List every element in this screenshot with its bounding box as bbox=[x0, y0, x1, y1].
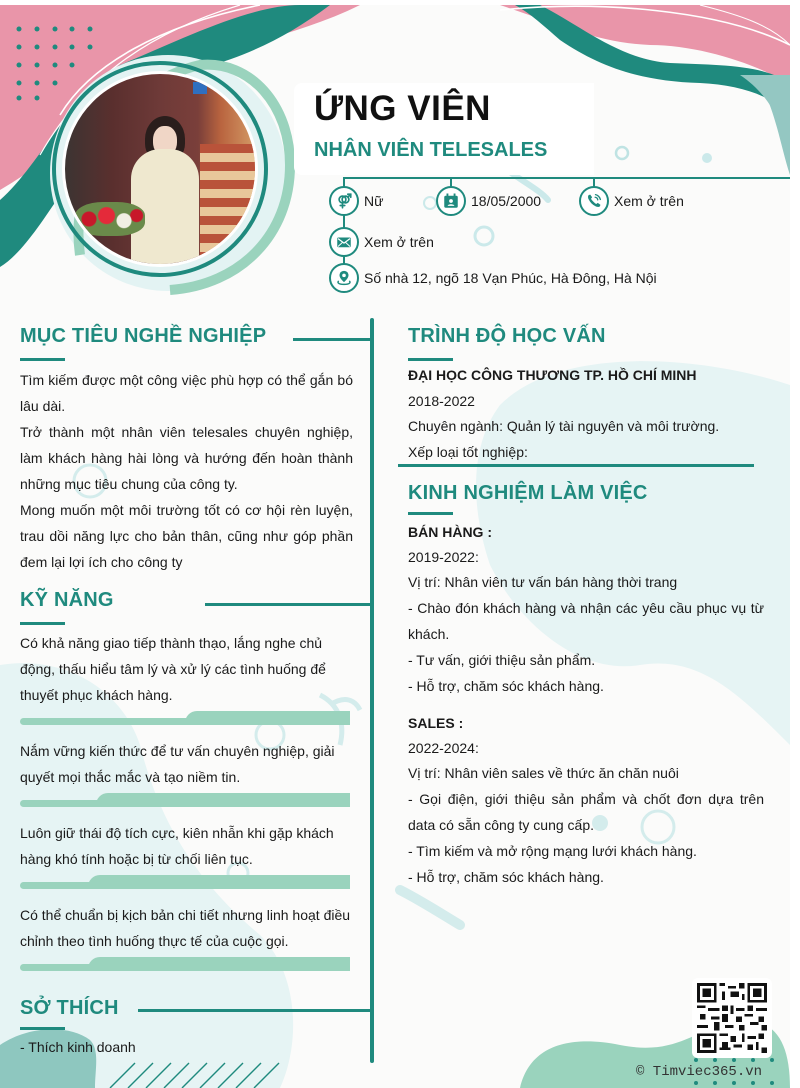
location-icon bbox=[329, 263, 359, 293]
job-title: NHÂN VIÊN TELESALES bbox=[314, 139, 548, 161]
education-underline bbox=[408, 358, 453, 361]
job-position: Vị trí: Nhân viên sales về thức ăn chăn nuôi bbox=[408, 765, 679, 781]
phone-value: Xem ở trên bbox=[614, 193, 684, 209]
avatar bbox=[52, 61, 268, 277]
objective-text bbox=[20, 367, 353, 575]
job-duty: - Hỗ trợ, chăm sóc khách hàng. bbox=[408, 869, 604, 885]
skill-level-bar bbox=[20, 957, 350, 971]
cv-page bbox=[0, 5, 790, 1088]
objective-rule bbox=[293, 338, 372, 341]
education-grade: Xếp loại tốt nghiệp: bbox=[408, 444, 528, 460]
objective-paragraph: Mong muốn một môi trường tốt có cơ hội rèn luyện, trau dồi năng lực cho bản thân, cũng như góp phần đem lại lợi ích cho công ty bbox=[20, 502, 353, 570]
education-title: TRÌNH ĐỘ HỌC VẤN bbox=[408, 325, 606, 347]
objective-paragraph: Trở thành một nhân viên telesales chuyên nghiệp, làm khách hàng hài lòng và hướng đến hoàn thành những mục tiêu chung của công ty. bbox=[20, 424, 353, 492]
qr-code-icon bbox=[697, 983, 767, 1053]
education-rule bbox=[398, 464, 754, 467]
skill-item: Có khả năng giao tiếp thành thạo, lắng nghe chủ động, thấu hiểu tâm lý và xử lý các tình huống để thuyết phục khách hàng. bbox=[20, 635, 326, 703]
skill-item: Luôn giữ thái độ tích cực, kiên nhẫn khi gặp khách hàng khó tính hoặc bị từ chối liên tục. bbox=[20, 825, 334, 867]
objective-title: MỤC TIÊU NGHỀ NGHIỆP bbox=[20, 325, 267, 347]
experience-title: KINH NGHIỆM LÀM VIỆC bbox=[408, 482, 648, 504]
hobby-item: - Thích kinh doanh bbox=[20, 1039, 136, 1055]
job-duty: - Tìm kiếm và mở rộng mạng lưới khách hàng. bbox=[408, 843, 697, 859]
email-icon bbox=[329, 227, 359, 257]
job-duty: - Gọi điện, giới thiệu sản phẩm và chốt đơn dựa trên data có sẵn công ty cung cấp. bbox=[408, 791, 764, 833]
qr-code[interactable] bbox=[692, 978, 772, 1058]
profile-photo bbox=[62, 71, 258, 267]
email-value: Xem ở trên bbox=[364, 234, 434, 250]
skill-level-bar bbox=[20, 875, 350, 889]
contact-gender bbox=[329, 186, 383, 216]
job-company: BÁN HÀNG : bbox=[408, 524, 492, 540]
education-school: ĐẠI HỌC CÔNG THƯƠNG TP. HỒ CHÍ MINH bbox=[408, 367, 697, 383]
skills-underline bbox=[20, 622, 65, 625]
skill-item: Có thể chuẩn bị kịch bản chi tiết nhưng linh hoạt điều chỉnh theo tình huống thực tế của cuộc gọi. bbox=[20, 907, 351, 949]
skills-title: KỸ NĂNG bbox=[20, 589, 114, 611]
contact-email bbox=[329, 227, 434, 257]
skill-level-bar bbox=[20, 711, 350, 725]
copyright-text: © Timviec365.vn bbox=[636, 1064, 763, 1080]
contact-address bbox=[329, 263, 657, 293]
skills-rule bbox=[205, 603, 372, 606]
gender-value: Nữ bbox=[364, 193, 384, 209]
job-period: 2022-2024: bbox=[408, 740, 479, 756]
education-major: Chuyên ngành: Quản lý tài nguyên và môi trường. bbox=[408, 418, 720, 434]
calendar-icon bbox=[436, 186, 466, 216]
skill-level-bar bbox=[20, 793, 350, 807]
job-duty: - Chào đón khách hàng và nhận các yêu cầu phục vụ từ khách. bbox=[408, 600, 764, 642]
objective-paragraph: Tìm kiếm được một công việc phù hợp có thể gắn bó lâu dài. bbox=[20, 372, 353, 414]
job-duty: - Tư vấn, giới thiệu sản phẩm. bbox=[408, 652, 596, 668]
contact-connector bbox=[344, 177, 790, 179]
gender-icon bbox=[329, 186, 359, 216]
skill-item: Nắm vững kiến thức để tư vấn chuyên nghiệp, giải quyết mọi thắc mắc và tạo niềm tin. bbox=[20, 743, 335, 785]
education-period: 2018-2022 bbox=[408, 393, 475, 409]
phone-icon bbox=[579, 186, 609, 216]
job-duty: - Hỗ trợ, chăm sóc khách hàng. bbox=[408, 678, 604, 694]
contact-phone bbox=[579, 186, 684, 216]
objective-underline bbox=[20, 358, 65, 361]
address-value: Số nhà 12, ngõ 18 Vạn Phúc, Hà Đông, Hà Nội bbox=[364, 270, 657, 286]
candidate-name: ỨNG VIÊN bbox=[314, 89, 491, 128]
experience-underline bbox=[408, 512, 453, 515]
hobbies-underline bbox=[20, 1027, 65, 1030]
job-company: SALES : bbox=[408, 715, 464, 731]
hobbies-title: SỞ THÍCH bbox=[20, 997, 119, 1019]
column-divider bbox=[370, 318, 374, 1063]
contact-birthday bbox=[436, 186, 541, 216]
job-position: Vị trí: Nhân viên tư vấn bán hàng thời trang bbox=[408, 574, 678, 590]
birthday-value: 18/05/2000 bbox=[471, 193, 542, 209]
job-period: 2019-2022: bbox=[408, 549, 479, 565]
hobbies-rule bbox=[138, 1009, 372, 1012]
